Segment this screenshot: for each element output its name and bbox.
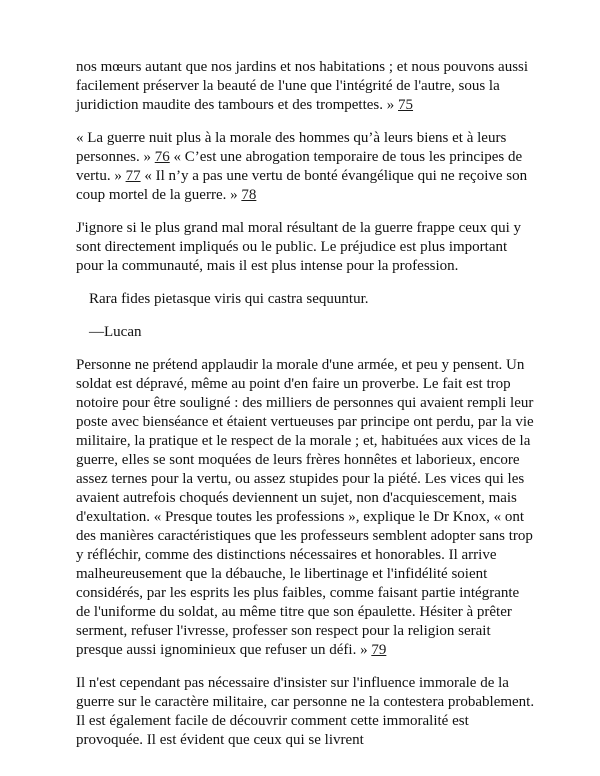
quote-author: —Lucan	[89, 324, 142, 340]
footnote-link-76[interactable]: 76	[154, 149, 170, 165]
document-page	[76, 58, 536, 764]
paragraph-2-text-a: « La guerre nuit plus à la morale des hommes qu’à leurs biens et à leurs personnes. »	[76, 130, 507, 165]
paragraph-3: J'ignore si le plus grand mal moral résultant de la guerre frappe ceux qui y sont directement impliqués ou le public. Le préjudice est plus important pour la communauté, mais il est plus intense pour la profession.	[76, 220, 522, 274]
paragraph-2-text-b: « C’est une abrogation temporaire de tous les principes de vertu. »	[76, 149, 523, 184]
paragraph-2	[76, 129, 536, 205]
footnote-link-77[interactable]: 77	[125, 168, 141, 184]
paragraph-4-text: Personne ne prétend applaudir la morale d'une armée, et peu y pensent. Un soldat est dépravé, même au point d'en faire un proverbe. Le fait est trop notoire pour être souligné : des milliers de personnes qui avaient rempli leur poste avec bienséance et étaient vertueuses par principe ont perdu, par la vie militaire, la pratique et le respect de la morale ; et, habituées aux vices de la guerre, elles se sont moquées de leurs frères honnêtes et laborieux, encore assez ternes pour la vertu, ou assez stupides pour la piété. Les vices qui les avaient autrefois choqués deviennent un sujet, non d'acquiescement, mais d'exultation. « Presque toutes les professions », explique le Dr Knox, « ont des manières caractéristiques que les professeurs semblent adopter sans trop y réfléchir, comme des distinctions nécessaires et honorables. Il arrive malheureusement que la débauche, le libertinage et l'infidélité soient considérés, par les esprits les plus faibles, comme faisant partie intégrante de l'uniforme du soldat, au même titre que son épaulette. Hésiter à prêter serment, refuser l'ivresse, professer son respect pour la religion serait presque aussi ignominieux que refuser un défi. »	[76, 357, 534, 658]
footnote-link-78[interactable]: 78	[241, 187, 257, 203]
paragraph-1-text: nos mœurs autant que nos jardins et nos habitations ; et nous pouvons aussi facilement préserver la beauté de l'une que l'intégrité de l'autre, sous la juridiction maudite des tambours et des trompettes. »	[76, 59, 529, 113]
paragraph-4	[76, 356, 536, 660]
latin-quote: Rara fides pietasque viris qui castra sequuntur.	[89, 291, 369, 307]
footnote-link-79[interactable]: 79	[371, 642, 387, 658]
paragraph-5: Il n'est cependant pas nécessaire d'insister sur l'influence immorale de la guerre sur le caractère militaire, car personne ne la contestera probablement. Il est également facile de découvrir comment cette immoralité est provoquée. Il est évident que ceux qui se livrent	[76, 675, 535, 748]
footnote-link-75[interactable]: 75	[398, 97, 414, 113]
paragraph-1	[76, 58, 536, 115]
paragraph-2-text-c: « Il n’y a pas une vertu de bonté évangélique qui ne reçoive son coup mortel de la guerre. »	[76, 168, 528, 203]
